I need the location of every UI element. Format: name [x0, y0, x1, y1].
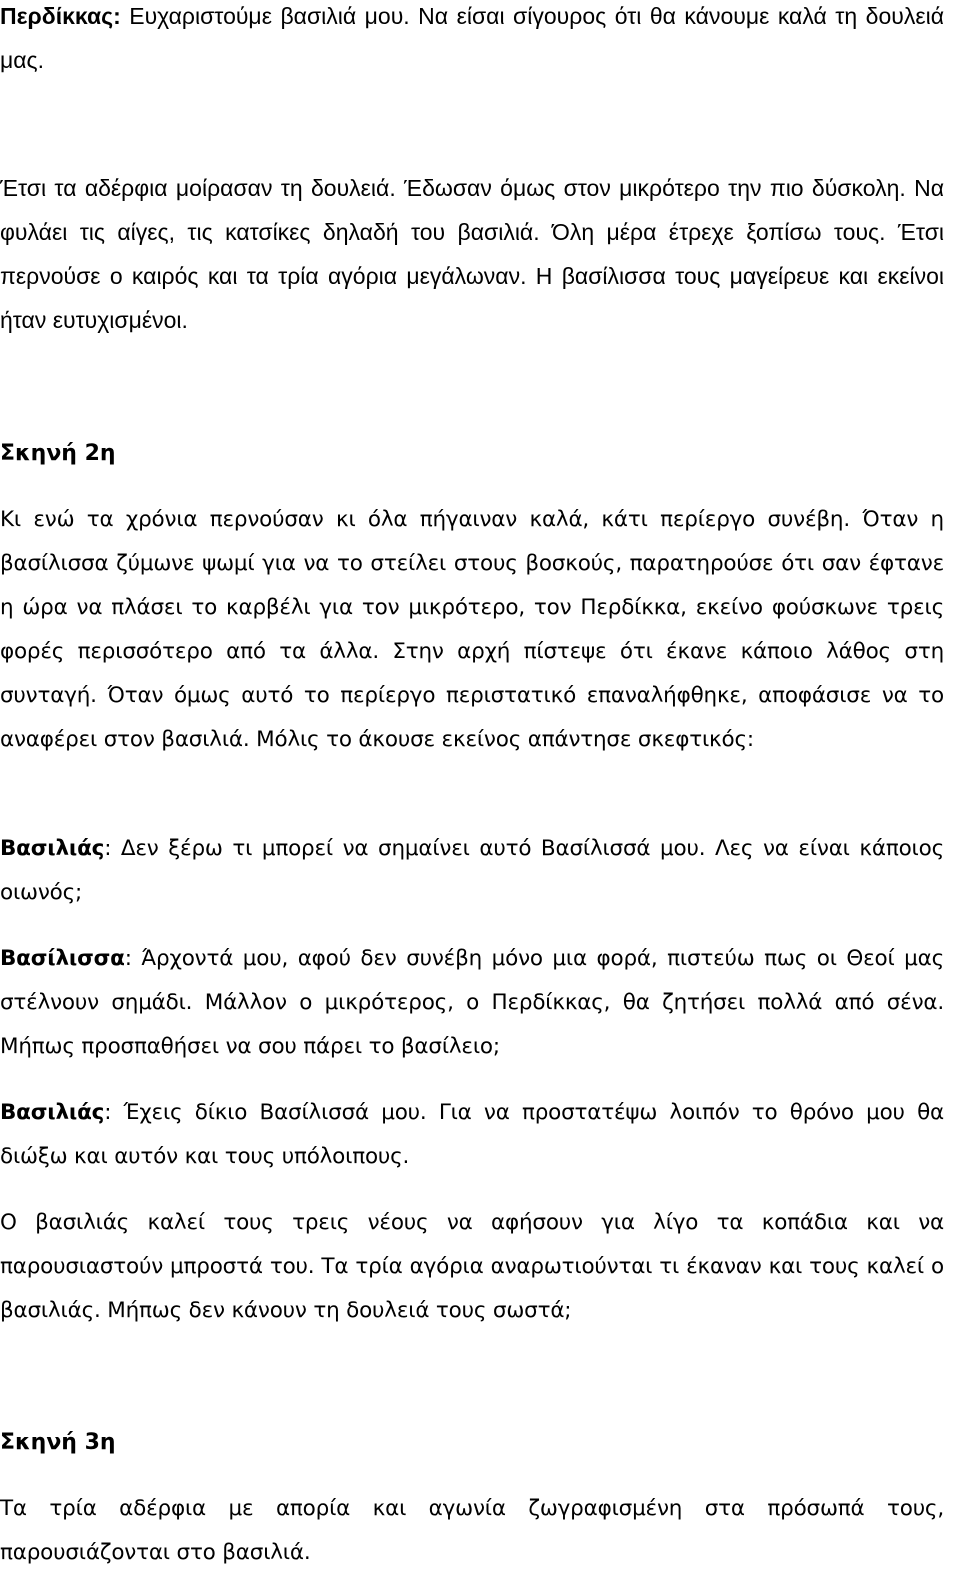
dialogue-text: : Δεν ξέρω τι μπορεί να σημαίνει αυτό Βασίλισσά μου. Λες να είναι κάποιος οιωνός;	[0, 836, 944, 905]
paragraph-narration-4	[0, 1487, 944, 1575]
scene-2-title: Σκηνή 2η	[0, 441, 116, 466]
scene-3-title: Σκηνή 3η	[0, 1430, 116, 1455]
paragraph-king-2	[0, 1091, 944, 1179]
dialogue-text: Ευχαριστούμε βασιλιά μου. Να είσαι σίγουρος ότι θα κάνουμε καλά τη δουλειά μας.	[0, 3, 944, 73]
speaker-label: Περδίκκας:	[0, 3, 121, 29]
dialogue-text: : Έχεις δίκιο Βασίλισσά μου. Για να προστατέψω λοιπόν το θρόνο μου θα διώξω και αυτόν και τους υπόλοιπους.	[0, 1100, 944, 1169]
paragraph-narration-2	[0, 498, 944, 762]
narration-text: Ο βασιλιάς καλεί τους τρεις νέους να αφήσουν για λίγο τα κοπάδια και να παρουσιαστούν μπροστά του. Τα τρία αγόρια αναρωτιούνται τι έκαναν και τους καλεί ο βασιλιάς. Μήπως δεν κάνουν τη δουλειά τους σωστά;	[0, 1210, 944, 1323]
paragraph-narration-1	[0, 166, 944, 342]
narration-text: Κι ενώ τα χρόνια περνούσαν κι όλα πήγαιναν καλά, κάτι περίεργο συνέβη. Όταν η βασίλισσα ζύμωνε ψωμί για να το στείλει στους βοσκούς, παρατηρούσε ότι σαν έφτανε η ώρα να πλάσει το καρβέλι για τον μικρότερο, τον Περδίκκα, εκείνο φούσκωνε τρεις φορές περισσότερο από τα άλλα. Στην αρχή πίστεψε ότι έκανε κάποιο λάθος στη συνταγή. Όταν όμως αυτό το περίεργο περιστατικό επαναλήφθηκε, αποφάσισε να το αναφέρει στον βασιλιά. Μόλις το άκουσε εκείνος απάντησε σκεφτικός:	[0, 507, 944, 752]
narration-text: Έτσι τα αδέρφια μοίρασαν τη δουλειά. Έδωσαν όμως στον μικρότερο την πιο δύσκολη. Να φυλάει τις αίγες, τις κατσίκες δηλαδή του βασιλιά. Όλη μέρα έτρεχε ξοπίσω τους. Έτσι περνούσε ο καιρός και τα τρία αγόρια μεγάλωναν. Η βασίλισσα τους μαγείρευε και εκείνοι ήταν ευτυχισμένοι.	[0, 175, 944, 333]
paragraph-narration-3	[0, 1201, 944, 1333]
speaker-label: Βασίλισσα	[0, 946, 125, 971]
paragraph-perdikkas-reply	[0, 0, 944, 82]
paragraph-queen	[0, 937, 944, 1069]
dialogue-text: : Άρχοντά μου, αφού δεν συνέβη μόνο μια φορά, πιστεύω πως οι Θεοί μας στέλνουν σημάδι. Μάλλον ο μικρότερος, ο Περδίκκας, θα ζητήσει πολλά από σένα. Μήπως προσπαθήσει να σου πάρει το βασίλειο;	[0, 946, 944, 1059]
paragraph-king-1	[0, 827, 944, 915]
speaker-label: Βασιλιάς	[0, 1100, 105, 1125]
narration-text: Τα τρία αδέρφια με απορία και αγωνία ζωγραφισμένη στα πρόσωπά τους, παρουσιάζονται στο βασιλιά.	[0, 1496, 944, 1565]
speaker-label: Βασιλιάς	[0, 836, 105, 861]
